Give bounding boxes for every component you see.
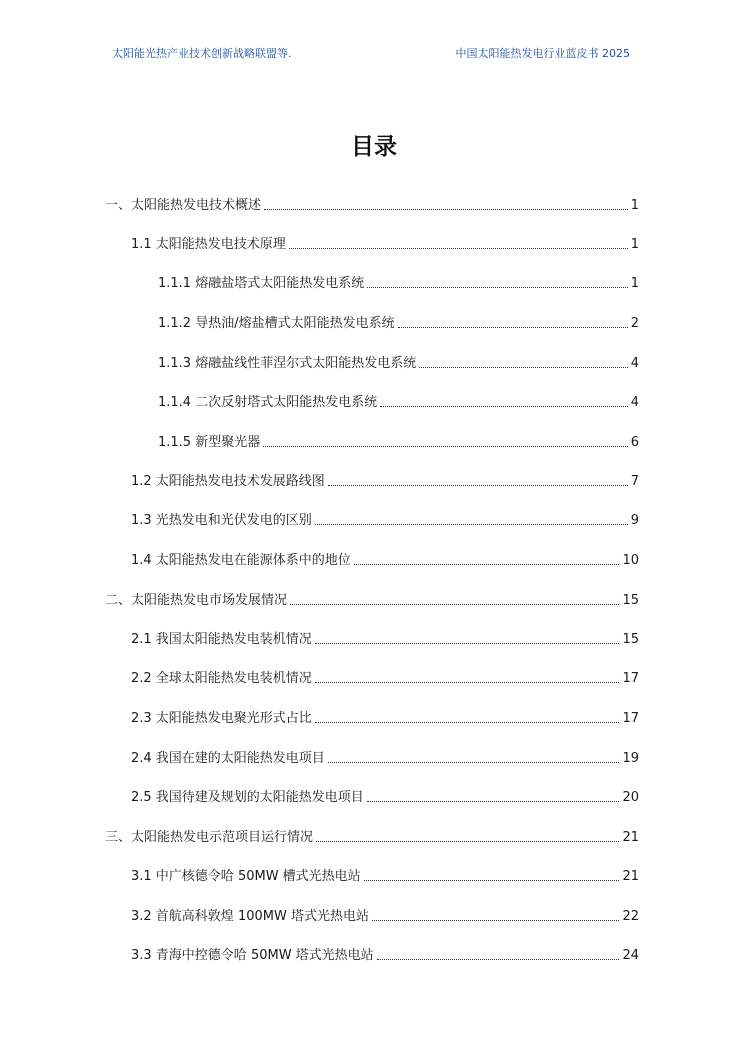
toc-entry-label: 2.2 全球太阳能热发电装机情况 [131,671,312,686]
toc-entry[interactable] [131,509,639,529]
toc-leader-dots [316,841,619,842]
toc-entry-label: 一、太阳能热发电技术概述 [105,198,262,213]
running-header-right: 中国太阳能热发电行业蓝皮书 2025 [455,47,630,60]
toc-entry-label: 2.3 太阳能热发电聚光形式占比 [131,711,312,726]
toc-entry-page: 10 [622,553,639,568]
toc-entry[interactable] [131,707,639,727]
toc-entry[interactable] [158,312,639,332]
toc-entry-label: 1.4 太阳能热发电在能源体系中的地位 [131,553,351,568]
toc-entry-label: 1.1 太阳能热发电技术原理 [131,237,286,252]
toc-entry-page: 4 [630,395,639,410]
toc-entry[interactable] [131,233,639,253]
toc-entry-label: 1.1.3 熔融盐线性菲涅尔式太阳能热发电系统 [158,356,417,371]
toc-leader-dots [367,287,628,288]
toc-leader-dots [315,643,620,644]
toc-entry-label: 三、太阳能热发电示范项目运行情况 [105,830,314,845]
toc-entry-page: 6 [630,435,639,450]
toc-entry[interactable] [131,786,639,806]
toc-entry[interactable] [131,667,639,687]
toc-entry-label: 2.4 我国在建的太阳能热发电项目 [131,751,325,766]
toc-entry[interactable] [158,352,639,372]
toc-entry[interactable] [131,865,639,885]
toc-entry[interactable] [158,431,639,451]
toc-entry-page: 1 [630,198,639,213]
toc-leader-dots [354,564,620,565]
toc-entry-page: 9 [630,513,639,528]
toc-entry-page: 24 [622,948,639,963]
toc-entry-page: 21 [622,869,639,884]
toc-entry-page: 15 [622,632,639,647]
toc-leader-dots [372,920,619,921]
toc-entry-page: 1 [630,276,639,291]
toc-entry-page: 4 [630,356,639,371]
toc-entry-page: 1 [630,237,639,252]
toc-entry[interactable] [105,589,639,609]
toc-entry-page: 7 [630,474,639,489]
toc-entry-label: 二、太阳能热发电市场发展情况 [105,593,288,608]
toc-entry[interactable] [105,194,639,214]
toc-leader-dots [264,209,628,210]
toc-entry-label: 3.2 首航高科敦煌 100MW 塔式光热电站 [131,909,369,924]
toc-entry-label: 1.1.5 新型聚光器 [158,435,261,450]
toc-entry-page: 2 [630,316,639,331]
page-title: 目录 [351,134,397,160]
toc-leader-dots [263,446,628,447]
running-header-left: 太阳能光热产业技术创新战略联盟等. [112,47,292,60]
toc-leader-dots [367,801,620,802]
toc-entry-page: 17 [622,711,639,726]
toc-leader-dots [419,367,628,368]
toc-entry-label: 3.1 中广核德令哈 50MW 槽式光热电站 [131,869,361,884]
toc-leader-dots [315,524,628,525]
toc-entry-label: 1.3 光热发电和光伏发电的区别 [131,513,312,528]
toc-entry[interactable] [105,826,639,846]
toc-leader-dots [289,248,628,249]
toc-entry-page: 22 [622,909,639,924]
toc-entry[interactable] [158,391,639,411]
toc-leader-dots [364,880,620,881]
toc-entry[interactable] [131,747,639,767]
toc-entry-label: 1.1.2 导热油/熔盐槽式太阳能热发电系统 [158,316,395,331]
toc-leader-dots [315,722,620,723]
toc-leader-dots [328,485,628,486]
toc-entry-page: 19 [622,751,639,766]
toc-entry-page: 20 [622,790,639,805]
toc-entry-label: 2.1 我国太阳能热发电装机情况 [131,632,312,647]
toc-entry[interactable] [131,944,639,964]
toc-entry[interactable] [131,905,639,925]
toc-entry[interactable] [131,470,639,490]
toc-leader-dots [398,327,628,328]
toc-leader-dots [380,406,628,407]
toc-entry-label: 1.2 太阳能热发电技术发展路线图 [131,474,325,489]
toc-entry-page: 21 [622,830,639,845]
toc-entry-page: 15 [622,593,639,608]
toc-entry-label: 3.3 青海中控德令哈 50MW 塔式光热电站 [131,948,374,963]
toc-entry-page: 17 [622,671,639,686]
toc-entry-label: 2.5 我国待建及规划的太阳能热发电项目 [131,790,364,805]
toc-entry-label: 1.1.4 二次反射塔式太阳能热发电系统 [158,395,378,410]
toc-leader-dots [315,682,620,683]
toc-leader-dots [290,604,619,605]
toc-entry[interactable] [131,549,639,569]
toc-entry[interactable] [131,628,639,648]
toc-entry[interactable] [158,272,639,292]
toc-leader-dots [377,959,620,960]
toc-entry-label: 1.1.1 熔融盐塔式太阳能热发电系统 [158,276,365,291]
toc-leader-dots [328,762,620,763]
